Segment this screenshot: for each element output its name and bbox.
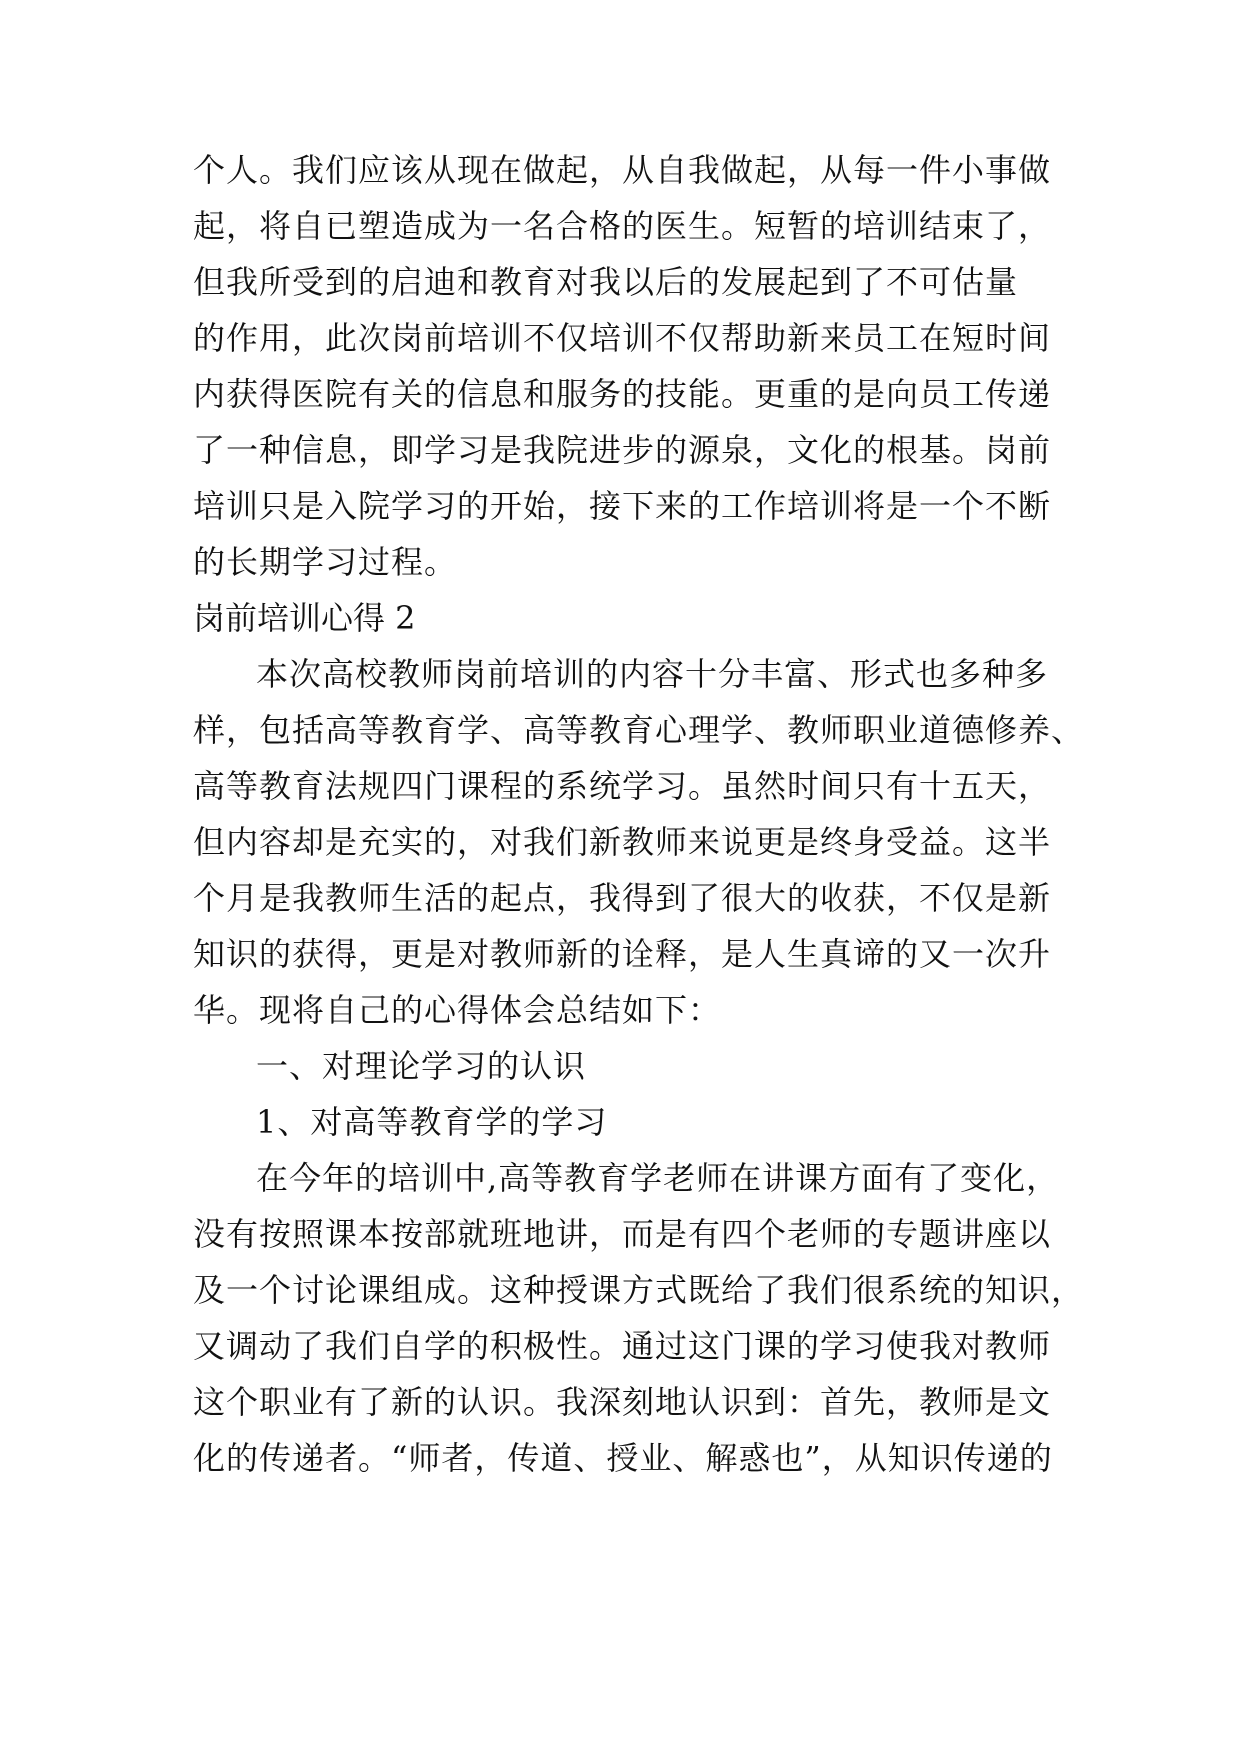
- subheading: 一、对理论学习的认识: [256, 1047, 587, 1085]
- text-line: 没有按照课本按部就班地讲，而是有四个老师的专题讲座以: [193, 1215, 1052, 1253]
- text-line: 这个职业有了新的认识。我深刻地认识到：首先，教师是文: [193, 1383, 1052, 1421]
- text-line: 了一种信息，即学习是我院进步的源泉，文化的根基。岗前: [193, 431, 1052, 469]
- text-line: 在今年的培训中,高等教育学老师在讲课方面有了变化，: [256, 1159, 1060, 1197]
- text-line: 化的传递者。“师者，传道、授业、解惑也”，从知识传递的: [193, 1439, 1053, 1477]
- text-line: 本次高校教师岗前培训的内容十分丰富、形式也多种多: [256, 655, 1049, 693]
- text-line: 又调动了我们自学的积极性。通过这门课的学习使我对教师: [193, 1327, 1052, 1365]
- text-line: 样，包括高等教育学、高等教育心理学、教师职业道德修养、: [193, 711, 1085, 749]
- text-line: 培训只是入院学习的开始，接下来的工作培训将是一个不断: [193, 487, 1052, 525]
- text-line: 内获得医院有关的信息和服务的技能。更重的是向员工传递: [193, 375, 1052, 413]
- text-line: 华。现将自己的心得体会总结如下：: [193, 991, 722, 1029]
- text-line: 及一个讨论课组成。这种授课方式既给了我们很系统的知识，: [193, 1271, 1085, 1309]
- text-line: 的作用，此次岗前培训不仅培训不仅帮助新来员工在短时间: [193, 319, 1052, 357]
- section-title: 岗前培训心得 2: [193, 599, 416, 637]
- subheading: 1、对高等教育学的学习: [256, 1103, 608, 1141]
- text-line: 知识的获得，更是对教师新的诠释，是人生真谛的又一次升: [193, 935, 1052, 973]
- text-line: 个人。我们应该从现在做起，从自我做起，从每一件小事做: [193, 151, 1052, 189]
- text-line: 但内容却是充实的，对我们新教师来说更是终身受益。这半: [193, 823, 1052, 861]
- text-line: 个月是我教师生活的起点，我得到了很大的收获，不仅是新: [193, 879, 1052, 917]
- text-line: 的长期学习过程。: [193, 543, 458, 581]
- text-line: 高等教育法规四门课程的系统学习。虽然时间只有十五天，: [193, 767, 1052, 805]
- text-line: 但我所受到的启迪和教育对我以后的发展起到了不可估量: [193, 263, 1019, 301]
- text-line: 起，将自已塑造成为一名合格的医生。短暂的培训结束了，: [193, 207, 1052, 245]
